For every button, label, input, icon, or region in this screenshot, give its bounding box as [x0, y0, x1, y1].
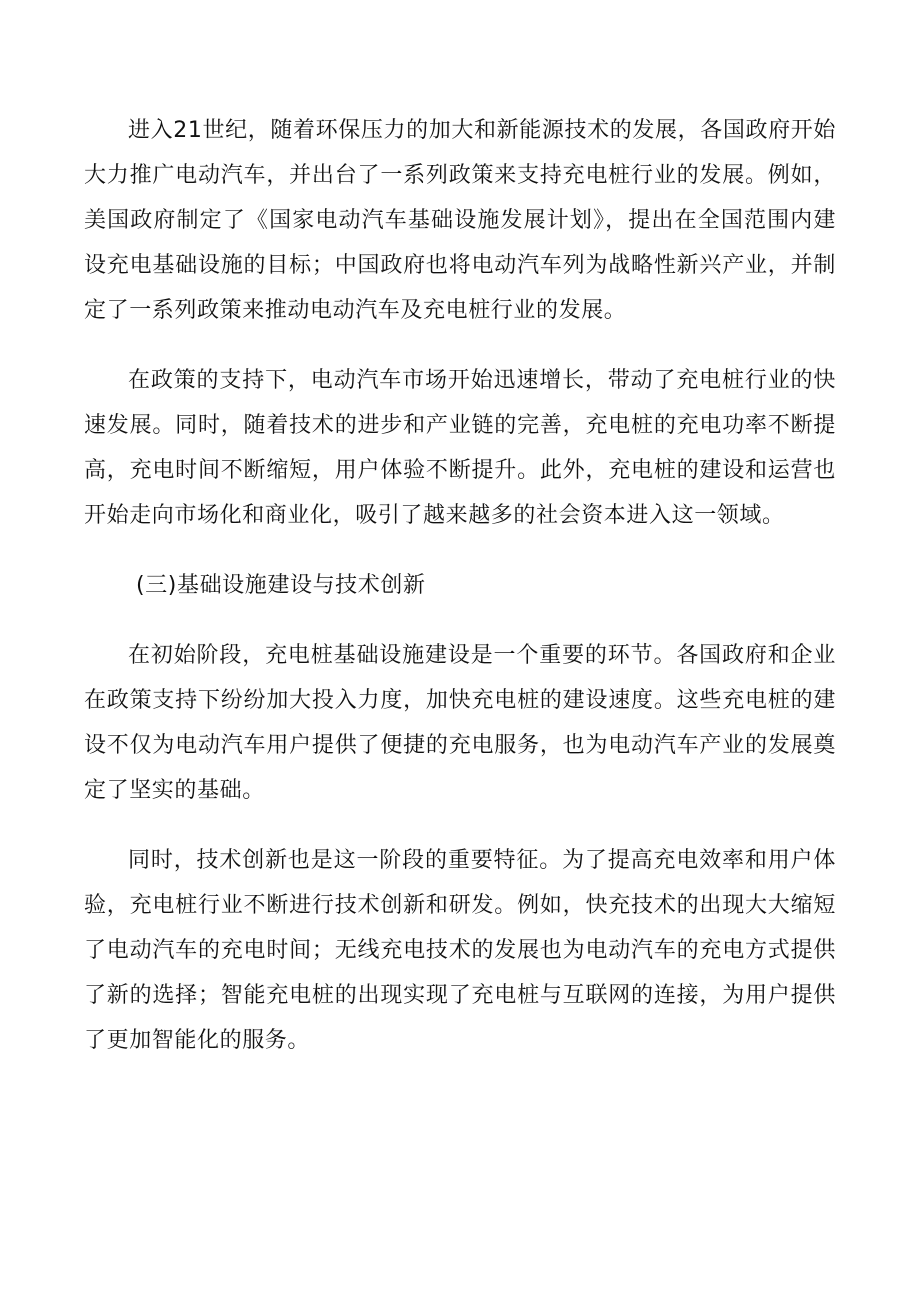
document-body [84, 108, 836, 1063]
paragraph-infrastructure: 在初始阶段，充电桩基础设施建设是一个重要的环节。各国政府和企业在政策支持下纷纷加大投入力度，加快充电桩的建设速度。这些充电桩的建设不仅为电动汽车用户提供了便捷的充电服务，也为电动汽车产业的发展奠定了坚实的基础。 [84, 643, 836, 803]
section-heading: (三)基础设施建设与技术创新 [136, 573, 426, 598]
paragraph-policy-background: 进入21世纪，随着环保压力的加大和新能源技术的发展，各国政府开始大力推广电动汽车，并出台了一系列政策来支持充电桩行业的发展。例如，美国政府制定了《国家电动汽车基础设施发展计划》，提出在全国范围内建设充电基础设施的目标；中国政府也将电动汽车列为战略性新兴产业，并制定了一系列政策来推动电动汽车及充电桩行业的发展。 [84, 118, 836, 323]
paragraph-tech-innovation: 同时，技术创新也是这一阶段的重要特征。为了提高充电效率和用户体验，充电桩行业不断进行技术创新和研发。例如，快充技术的出现大大缩短了电动汽车的充电时间；无线充电技术的发展也为电动汽车的充电方式提供了新的选择；智能充电桩的出现实现了充电桩与互联网的连接，为用户提供了更加智能化的服务。 [84, 848, 836, 1053]
paragraph-gap [84, 813, 836, 838]
paragraph-gap [84, 608, 836, 633]
paragraph-market-growth: 在政策的支持下，电动汽车市场开始迅速增长，带动了充电桩行业的快速发展。同时，随着技术的进步和产业链的完善，充电桩的充电功率不断提高，充电时间不断缩短，用户体验不断提升。此外，充电桩的建设和运营也开始走向市场化和商业化，吸引了越来越多的社会资本进入这一领域。 [84, 368, 836, 528]
paragraph-gap [84, 333, 836, 358]
paragraph-gap [84, 538, 836, 563]
